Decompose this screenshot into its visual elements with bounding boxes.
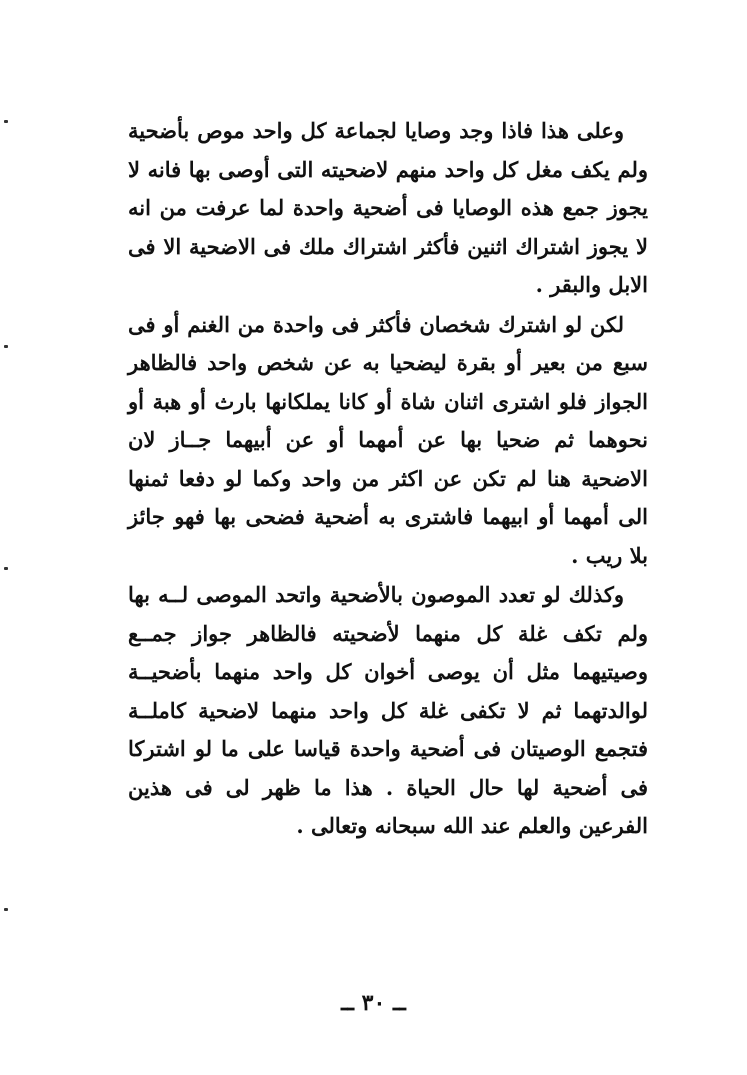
paragraph-1-text: وعلى هذا فاذا وجد وصايا لجماعة كل واحد موص بأضحية ولم يكف مغل كل واحد منهم لاضحيته التى أوصى بها فانه لا يجوز جمع هذه الوصايا فى أضحية واحدة لما عرفت من انه لا يجوز اشتراك اثنين فأكثر اشتراك ملك فى الاضحية الا فى الابل والبقر .	[128, 118, 648, 297]
page-number: ــ ٣٠ ــ	[341, 990, 406, 1016]
paragraph-3	[128, 576, 648, 846]
paragraph-3-text: وكذلك لو تعدد الموصون بالأضحية واتحد الموصى لــه بها ولم تكف غلة كل منهما لأضحيته فالظاهر جواز جمــع وصيتيهما مثل أن يوصى أخوان كل واحد منهما بأضحيــة لوالدتهما ثم لا تكفى غلة كل واحد منهما لاضحية كاملــة فتجمع الوصيتان فى أضحية واحدة قياسا على ما لو اشتركا فى أضحية لها حال الحياة . هذا ما ظهر لى فى هذين الفرعين والعلم عند الله سبحانه وتعالى .	[128, 582, 648, 838]
body-text	[128, 112, 648, 846]
paragraph-2	[128, 306, 648, 576]
margin-mark	[4, 908, 8, 911]
paragraph-1	[128, 112, 648, 305]
paragraph-2-text: لكن لو اشترك شخصان فأكثر فى واحدة من الغنم أو فى سبع من بعير أو بقرة ليضحيا به عن شخص واحد فالظاهر الجواز فلو اشترى اثنان شاة أو كانا يملكانها بارث أو هبة أو نحوهما ثم ضحيا بها عن أمهما أو عن أبيهما جــاز لان الاضحية هنا لم تكن عن اكثر من واحد وكما لو دفعا ثمنها الى أمهما أو ابيهما فاشترى به أضحية فضحى بها فهو جائز بلا ريب .	[128, 311, 648, 568]
margin-mark	[4, 120, 8, 123]
margin-mark	[4, 567, 8, 570]
margin-mark	[4, 345, 8, 348]
